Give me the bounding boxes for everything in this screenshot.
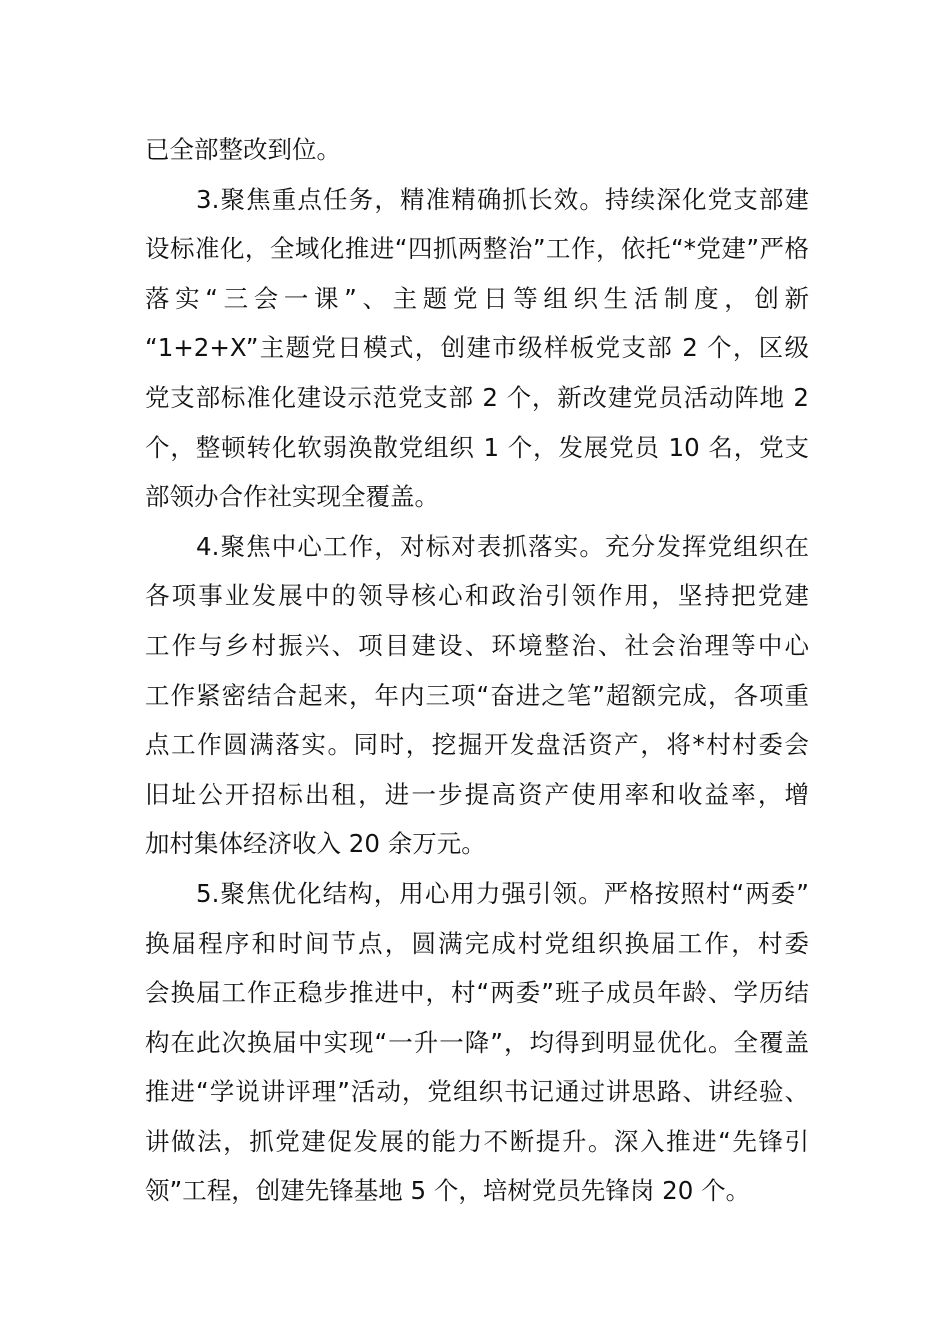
- text-line: 工作与乡村振兴、项目建设、环境整治、社会治理等中心: [145, 630, 809, 660]
- text-line: “1+2+X”主题党日模式，创建市级样板党支部 2 个，区级: [145, 333, 809, 363]
- text-line: 会换届工作正稳步推进中，村“两委”班子成员年龄、学历结: [145, 978, 809, 1008]
- text-line: 4.聚焦中心工作，对标对表抓落实。充分发挥党组织在: [196, 531, 809, 561]
- text-line: 部领办合作社实现全覆盖。: [145, 482, 439, 512]
- text-line: 工作紧密结合起来，年内三项“奋进之笔”超额完成，各项重: [145, 680, 809, 710]
- text-line: 旧址公开招标出租，进一步提高资产使用率和收益率，增: [145, 779, 809, 809]
- text-line: 讲做法，抓党建促发展的能力不断提升。深入推进“先锋引: [145, 1126, 809, 1156]
- text-line: 3.聚焦重点任务，精准精确抓长效。持续深化党支部建: [196, 184, 809, 214]
- text-line: 已全部整改到位。: [145, 135, 341, 164]
- text-line: 推进“学说讲评理”活动，党组织书记通过讲思路、讲经验、: [145, 1077, 809, 1107]
- text-line: 领”工程，创建先锋基地 5 个，培树党员先锋岗 20 个。: [145, 1176, 751, 1206]
- text-line: 5.聚焦优化结构，用心用力强引领。严格按照村“两委”: [196, 878, 809, 908]
- text-line: 点工作圆满落实。同时，挖掘开发盘活资产，将*村村委会: [145, 730, 809, 760]
- document-body: [145, 125, 809, 1216]
- text-line: 加村集体经济收入 20 余万元。: [145, 829, 486, 859]
- text-line: 各项事业发展中的领导核心和政治引领作用，坚持把党建: [145, 581, 809, 611]
- text-line: 设标准化，全域化推进“四抓两整治”工作，依托“*党建”严格: [145, 234, 809, 264]
- text-line: 党支部标准化建设示范党支部 2 个，新改建党员活动阵地 2: [145, 382, 809, 412]
- text-line: 构在此次换届中实现“一升一降”，均得到明显优化。全覆盖: [145, 1027, 809, 1057]
- text-line: 个，整顿转化软弱涣散党组织 1 个，发展党员 10 名，党支: [145, 432, 809, 462]
- text-line: 换届程序和时间节点，圆满完成村党组织换届工作，村委: [145, 928, 809, 958]
- text-line: 落实“三会一课”、主题党日等组织生活制度，创新: [145, 283, 809, 313]
